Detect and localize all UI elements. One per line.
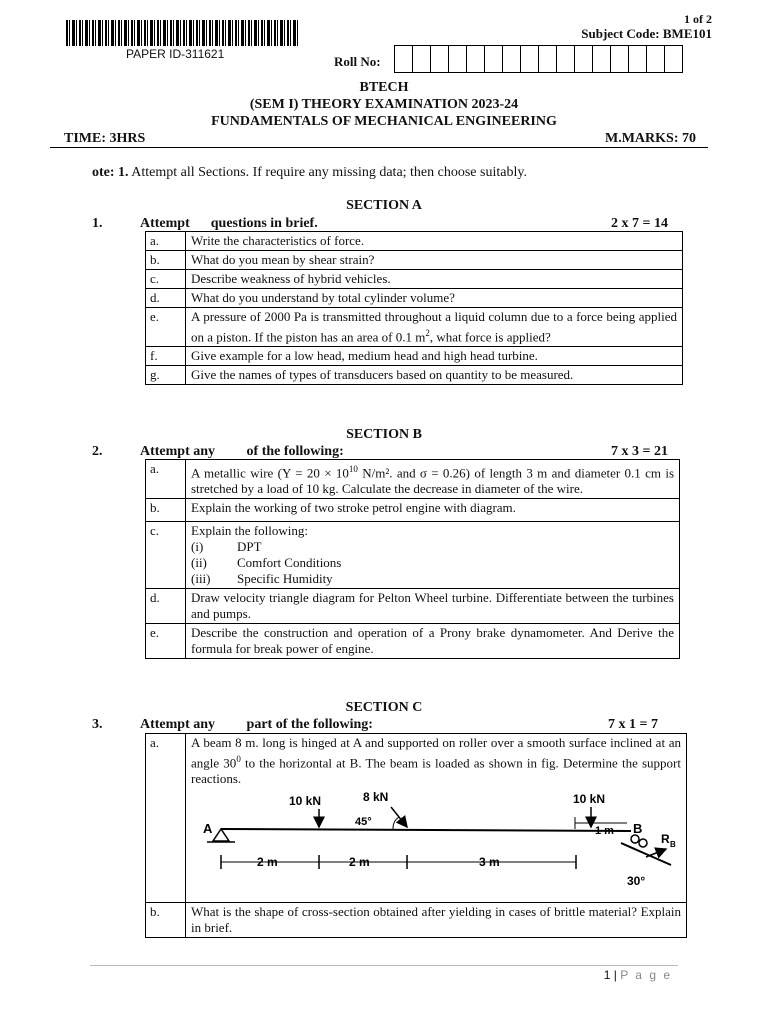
hinge-support [213,829,229,841]
table-row: b. What do you mean by shear strain? [146,251,683,270]
q1-marks: 2 x 7 = 14 [611,216,668,231]
list-item: (ii) Comfort Conditions [191,555,342,571]
note [92,165,527,181]
point-a-label: A [203,821,213,837]
q1-number: 1. [92,216,103,231]
load-label-3: 10 kN [573,792,606,807]
footer-divider [90,965,678,966]
table-row: c. Describe weakness of hybrid vehicles. [146,270,683,289]
roll-no-label: Roll No: [334,54,381,69]
sub-list [191,539,674,587]
course-title: FUNDAMENTALS OF MECHANICAL ENGINEERING [211,114,557,129]
table-row: a. Write the characteristics of force. [146,232,683,251]
q2-number: 2. [92,444,103,459]
table-row: b. Explain the working of two stroke petrol engine with diagram. [146,499,680,522]
q3-instruction: Attempt any part of the following: [140,717,373,732]
section-b-title: SECTION B [346,427,422,442]
table-row: b. What is the shape of cross-section obtained after yielding in cases of brittle material? Explain in brief. [146,903,687,938]
section-a-title: SECTION A [346,198,422,213]
reaction-arrow [646,849,666,857]
beam-figure [191,787,681,901]
table-row: d. What do you understand by total cylinder volume? [146,289,683,308]
reaction-label: R [661,832,670,847]
exam-time: TIME: 3HRS [64,131,146,146]
dim-label-2: 2 m [349,855,370,870]
beam-line [221,829,631,831]
table-row: d. Draw velocity triangle diagram for Pelton Wheel turbine. Differentiate between the turbines and pumps. [146,589,680,624]
paper-id: PAPER ID-311621 [126,47,225,61]
exam-title: (SEM I) THEORY EXAMINATION 2023-24 [249,97,519,112]
angle-label-45: 45° [355,816,372,829]
dim-label-3: 3 m [479,855,500,870]
table-row: a. A metallic wire ($Y = 20 \times 10^{10}$ N/m². and σ = 0.26) of length 3 m and diameter 0.1 cm is stretched by a load of 10 kg. Calculate the decrease in diameter of the wire. [146,460,680,499]
max-marks: M.MARKS: 70 [605,131,696,146]
reaction-subscript: B [670,840,676,850]
dim-label-1: 2 m [257,855,278,870]
page-footer: 1 | P a g e [603,968,672,982]
barcode [66,20,298,46]
table-row: g. Give the names of types of transducers based on quantity to be measured. [146,366,683,385]
section-c-title: SECTION C [345,700,423,715]
q3-marks: 7 x 1 = 7 [608,717,658,732]
list-item: (i) DPT [191,539,262,555]
load-label-2: 8 kN [363,790,389,805]
table-row: a. A beam 8 m. long is hinged at A and supported on roller over a smooth surface inclined at an angle $30^0$ to the horizontal at B. The beam is loaded as shown in fig. Determine the support reactions. 10 kN 8 kN 45° 10 kN 1 m A B R B 2 m 2 m 3 m 30° [146,734,687,903]
section-a-table [145,231,683,385]
load-label-1: 10 kN [289,794,322,809]
q2-marks: 7 x 3 = 21 [611,444,668,459]
q2-instruction: Attempt any of the following: [140,444,344,459]
header-divider [50,147,708,148]
section-b-table [145,459,680,659]
table-row: e. A pressure of 2000 Pa is transmitted throughout a liquid column due to a force being applied on a piston. If the piston has an area of 0.1 $m^2$, what force is applied? [146,308,683,347]
point-b-label: B [633,821,643,837]
q3-number: 3. [92,717,103,732]
subject-code: Subject Code: BME101 [581,26,712,41]
dim-label-1m: 1 m [595,825,614,838]
q1-instruction: Attempt questions in brief. [140,216,318,231]
roll-no-boxes[interactable] [394,45,683,73]
note-prefix: ote: 1. [92,165,129,180]
page-of: 1 of 2 [684,12,712,26]
beam-diagram [191,787,681,901]
table-row: c. Explain the following: (i) DPT (ii) Comfort Conditions (iii) Specific Humidity [146,522,680,589]
note-text: Attempt all Sections. If require any missing data; then choose suitably. [128,165,527,180]
list-item: (iii) Specific Humidity [191,571,333,587]
angle-label-30: 30° [627,874,646,889]
table-row: f. Give example for a low head, medium head and high head turbine. [146,347,683,366]
program-title: BTECH [359,80,409,95]
table-row: e. Describe the construction and operation of a Prony brake dynamometer. And Derive the formula for break power of engine. [146,624,680,659]
section-c-table [145,733,687,938]
